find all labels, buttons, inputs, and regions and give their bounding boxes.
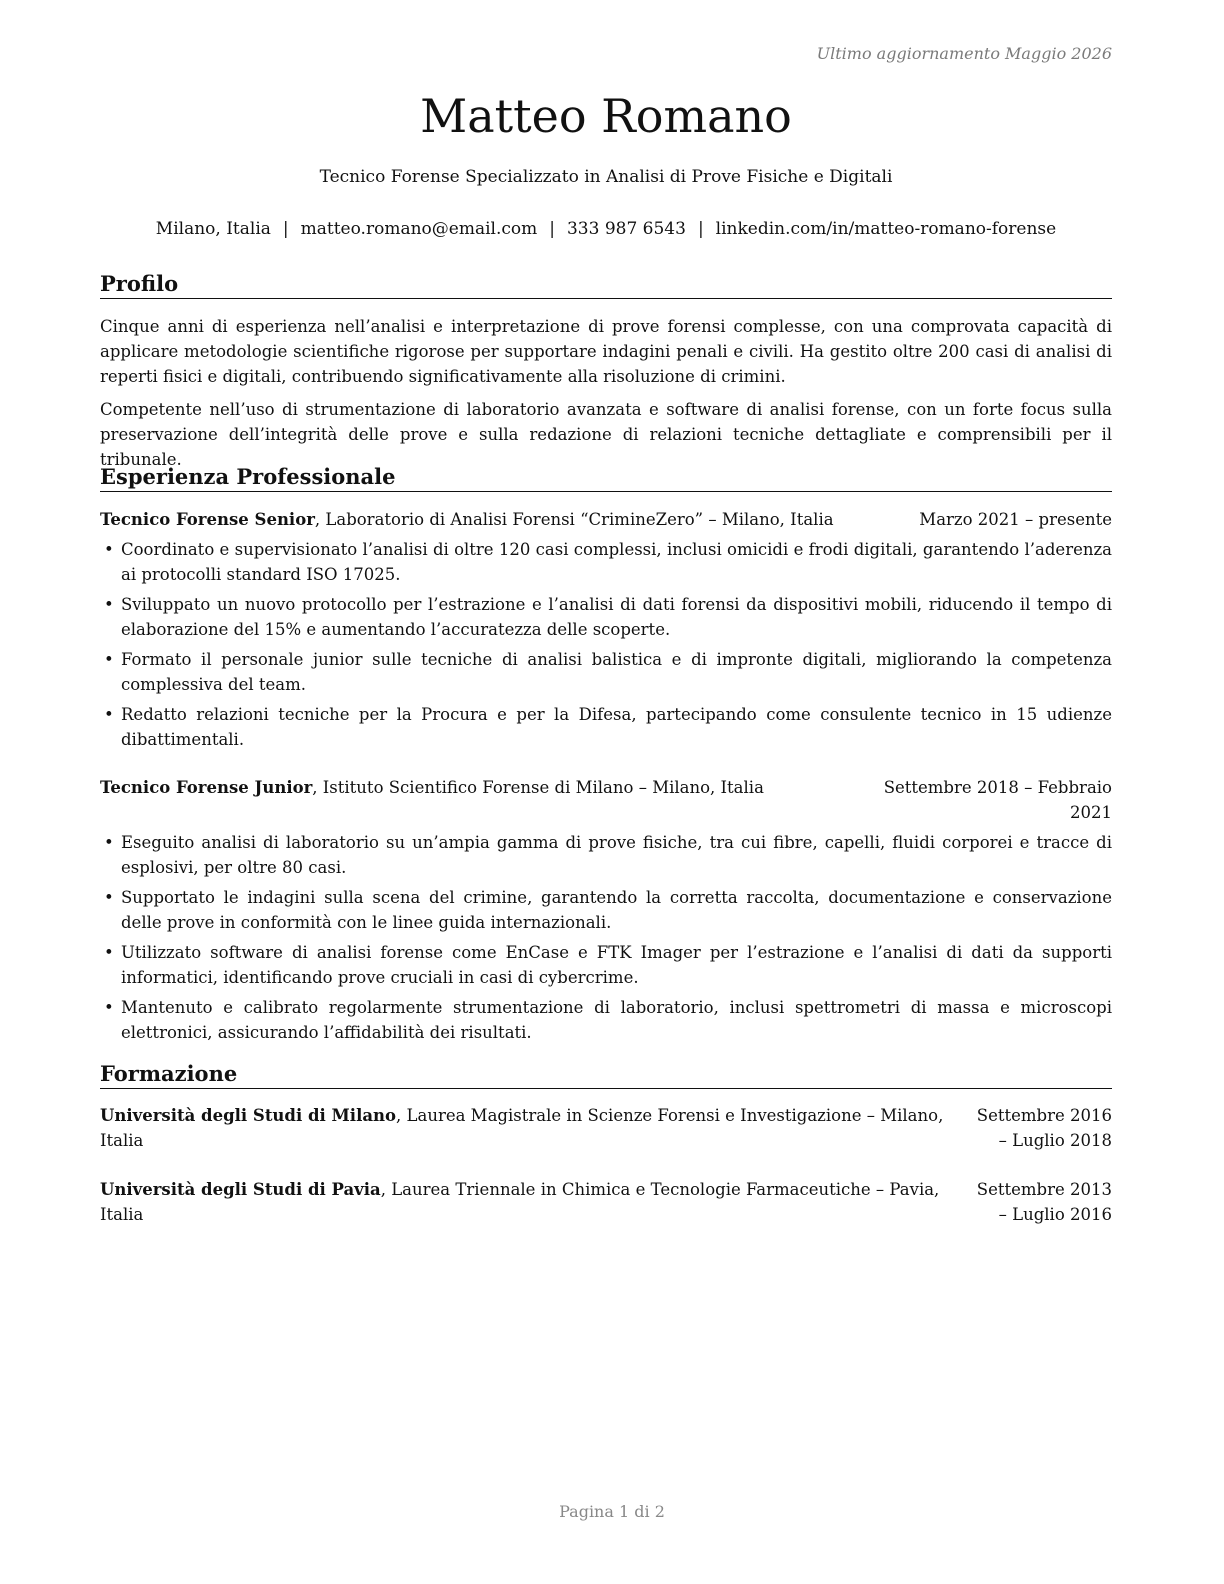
profile-section (100, 314, 1112, 480)
contact-phone: 333 987 6543 (566, 219, 686, 239)
job-entry-junior (100, 775, 1112, 1050)
bullet-icon: • (104, 650, 114, 669)
job-dates: Settembre 2018 – Febbraio 2021 (883, 778, 1112, 822)
list-item: • Eseguito analisi di laboratorio su un’ampia gamma di prove fisiche, tra cui fibre, capelli, fluidi corporei e tracce di esplosivi, per oltre 80 casi. (100, 830, 1112, 880)
bullet-icon: • (104, 595, 114, 614)
education-dates: Settembre 2013 – Luglio 2016 (976, 1180, 1112, 1224)
job-title-line (100, 775, 764, 800)
job-bullets (100, 537, 1112, 752)
list-item: • Supportato le indagini sulla scena del crimine, garantendo la corretta raccolta, documentazione e conservazione delle prove in conformità con le linee guida internazionali. (100, 885, 1112, 935)
bullet-icon: • (104, 998, 114, 1017)
education-school-line (100, 1177, 970, 1227)
job-dates: Marzo 2021 – presente (919, 510, 1112, 529)
list-item: • Mantenuto e calibrato regolarmente strumentazione di laboratorio, inclusi spettrometri di massa e microscopi elettronici, assicurando l’affidabilità dei risultati. (100, 995, 1112, 1045)
section-title-profile: Profilo (100, 271, 1112, 299)
contact-location: Milano, Italia (155, 219, 271, 239)
list-item: • Redatto relazioni tecniche per la Procura e per la Difesa, partecipando come consulente tecnico in 15 udienze dibattimentali. (100, 702, 1112, 752)
section-title-experience: Esperienza Professionale (100, 464, 1112, 492)
bullet-icon: • (104, 943, 114, 962)
list-item: • Formato il personale junior sulle tecniche di analisi balistica e di impronte digitali, migliorando la competenza complessiva del team. (100, 647, 1112, 697)
education-detail: , Laurea Triennale in Chimica e Tecnologie Farmaceutiche – Pavia, Italia (100, 1180, 940, 1224)
list-item: • Coordinato e supervisionato l’analisi di oltre 120 casi complessi, inclusi omicidi e frodi digitali, garantendo l’aderenza ai protocolli standard ISO 17025. (100, 537, 1112, 587)
contact-separator: | (549, 219, 555, 239)
job-title-line (100, 507, 834, 532)
bullet-icon: • (104, 705, 114, 724)
job-role: Tecnico Forense Senior (100, 510, 315, 529)
page-number: Pagina 1 di 2 (559, 1502, 665, 1521)
contact-separator: | (282, 219, 289, 239)
job-bullets (100, 830, 1112, 1045)
education-school: Università degli Studi di Pavia (100, 1180, 381, 1199)
section-title-education: Formazione (100, 1061, 1112, 1089)
contact-line (100, 219, 1112, 239)
bullet-icon: • (104, 540, 114, 559)
job-entry-senior (100, 507, 1112, 757)
education-detail: , Laurea Magistrale in Scienze Forensi e Investigazione – Milano, Italia (100, 1106, 944, 1150)
education-school-line (100, 1103, 970, 1153)
job-organization: , Laboratorio di Analisi Forensi “CrimineZero” – Milano, Italia (314, 510, 834, 529)
list-item: • Utilizzato software di analisi forense come EnCase e FTK Imager per l’estrazione e l’analisi di dati da supporti informatici, identificando prove cruciali in casi di cybercrime. (100, 940, 1112, 990)
education-entry (100, 1177, 1112, 1227)
profile-paragraph: Cinque anni di esperienza nell’analisi e interpretazione di prove forensi complesse, con una comprovata capacità di applicare metodologie scientifiche rigorose per supportare indagini penali e civili. Ha gestito oltre 200 casi di analisi di reperti fisici e digitali, contribuendo significativamente alla risoluzione di crimini. (100, 317, 1112, 386)
list-item: • Sviluppato un nuovo protocollo per l’estrazione e l’analisi di dati forensi da dispositivi mobili, riducendo il tempo di elaborazione del 15% e aumentando l’accuratezza delle scoperte. (100, 592, 1112, 642)
bullet-icon: • (104, 888, 114, 907)
job-header (100, 775, 1112, 825)
contact-email[interactable]: matteo.romano@email.com (300, 219, 538, 239)
candidate-tagline: Tecnico Forense Specializzato in Analisi di Prove Fisiche e Digitali (319, 167, 893, 187)
education-entry (100, 1103, 1112, 1153)
profile-paragraph: Competente nell’uso di strumentazione di laboratorio avanzata e software di analisi forense, con un forte focus sulla preservazione dell’integrità delle prove e sulla redazione di relazioni tecniche dettagliate e comprensibili per il tribunale. (100, 400, 1112, 469)
contact-separator: | (697, 219, 704, 239)
bullet-icon: • (104, 833, 114, 852)
last-updated-note: Ultimo aggiornamento Maggio 2026 (816, 44, 1112, 63)
job-organization: , Istituto Scientifico Forense di Milano – Milano, Italia (312, 778, 764, 797)
contact-linkedin[interactable]: linkedin.com/in/matteo-romano-forense (715, 219, 1057, 239)
education-dates: Settembre 2016 – Luglio 2018 (976, 1106, 1112, 1150)
education-school: Università degli Studi di Milano (100, 1106, 397, 1125)
candidate-name: Matteo Romano (420, 89, 792, 143)
job-role: Tecnico Forense Junior (100, 778, 313, 797)
job-header (100, 507, 1112, 532)
